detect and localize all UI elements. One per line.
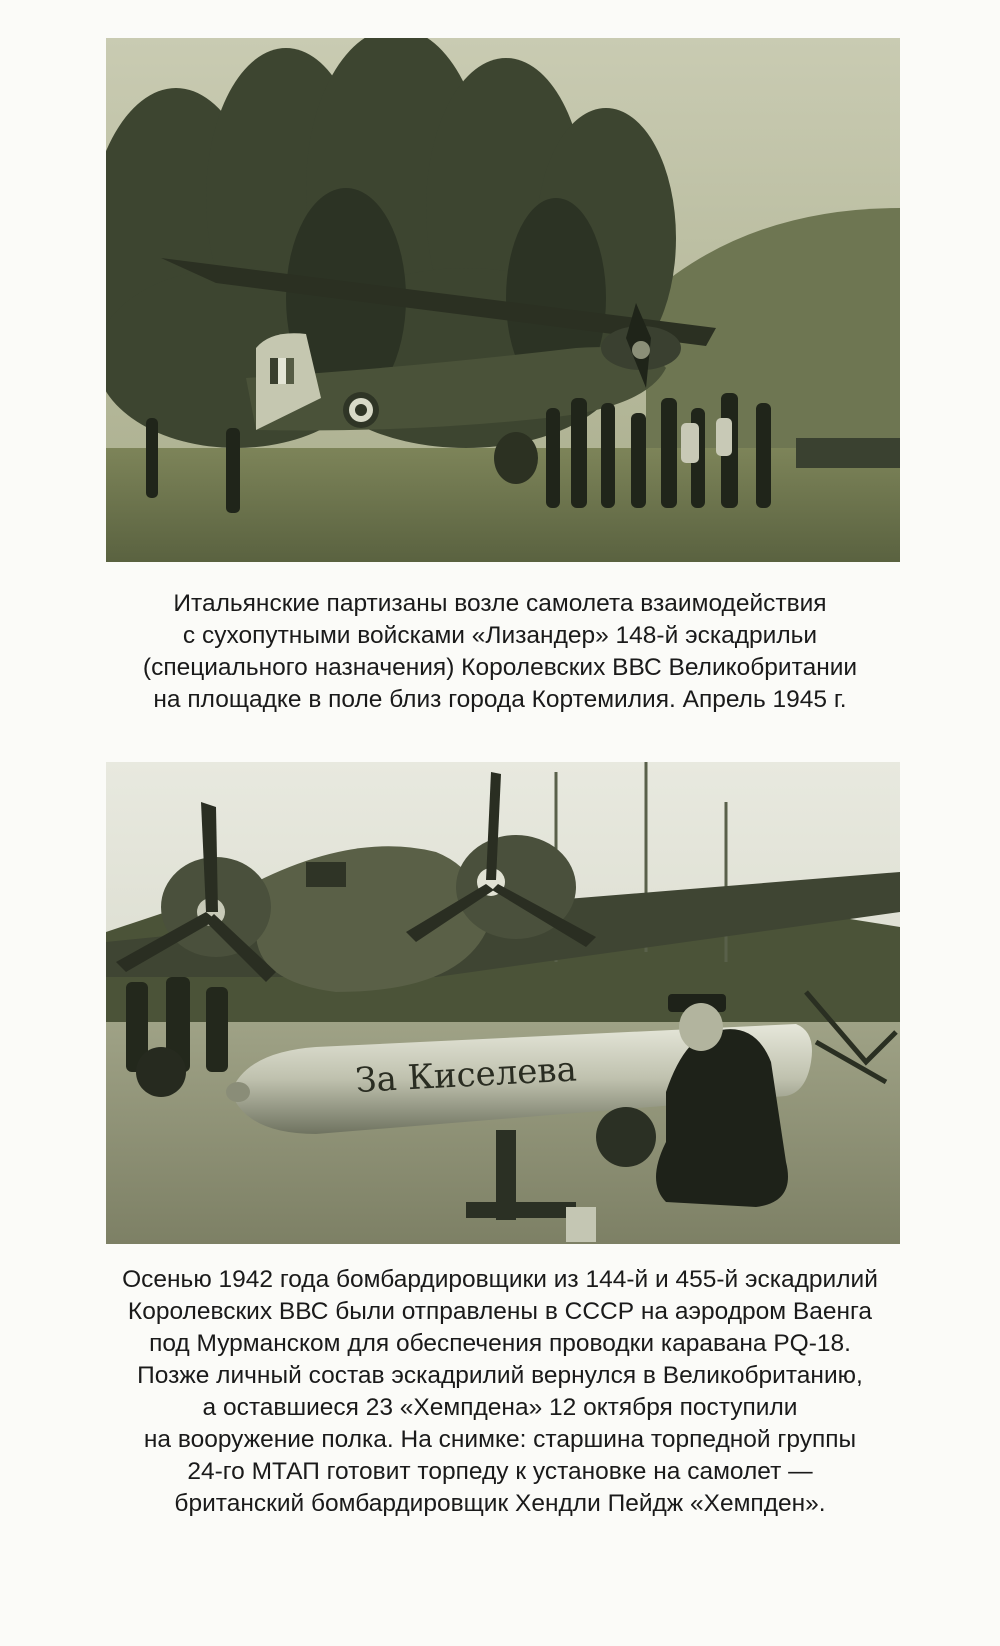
caption-line: с сухопутными войсками «Лизандер» 148-й эскадрильи: [182, 622, 818, 649]
caption-hampden: [60, 1264, 940, 1520]
caption-line: на площадке в поле близ города Кортемилия. Апрель 1945 г.: [153, 686, 847, 713]
caption-line: Королевских ВВС были отправлены в СССР на аэродром Ваенга: [127, 1298, 873, 1325]
lysander-aircraft-photo-illustration: [106, 38, 900, 562]
caption-line: Позже личный состав эскадрилий вернулся в Великобританию,: [137, 1362, 863, 1389]
raf-roundel-icon: [343, 392, 379, 428]
hampden-bomber-torpedo-photo-illustration: [106, 762, 900, 1244]
caption-line: а оставшиеся 23 «Хемпдена» 12 октября поступили: [202, 1394, 798, 1421]
caption-line: Осенью 1942 года бомбардировщики из 144-й и 455-й эскадрилий: [122, 1266, 878, 1293]
lysander-photo: [106, 38, 900, 562]
caption-line: Итальянские партизаны возле самолета взаимодействия: [173, 590, 827, 617]
hampden-torpedo-photo: [106, 762, 900, 1244]
caption-line: на вооружение полка. На снимке: старшина торпедной группы: [143, 1426, 857, 1453]
caption-line: британский бомбардировщик Хендли Пейдж «Хемпден».: [174, 1490, 826, 1517]
caption-line: (специального назначения) Королевских ВВС Великобритании: [142, 654, 858, 681]
caption-lysander: [60, 588, 940, 716]
torpedo-inscription: За Киселева: [354, 1049, 578, 1101]
caption-line: под Мурманском для обеспечения проводки каравана PQ-18.: [149, 1330, 851, 1357]
caption-line: 24-го МТАП готовит торпеду к установке на самолет —: [187, 1458, 813, 1485]
